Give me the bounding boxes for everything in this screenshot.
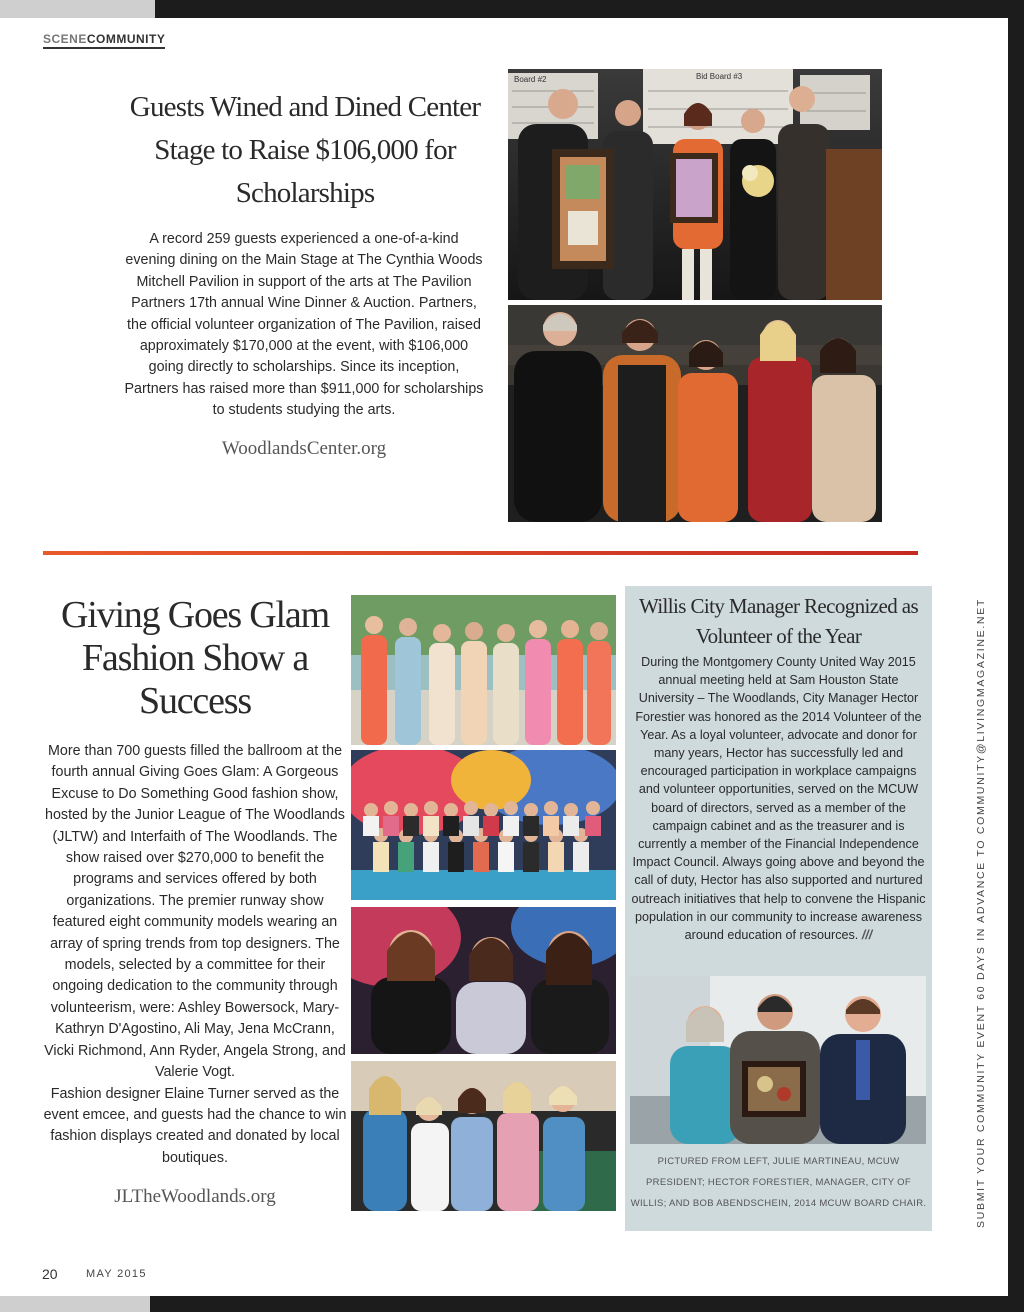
photo-group-butterfly	[351, 750, 616, 900]
magazine-page	[0, 18, 1008, 1296]
top-edge-dark	[155, 0, 1024, 18]
article1-link[interactable]: WoodlandsCenter.org	[221, 438, 387, 459]
issue-date: MAY 2015	[86, 1268, 147, 1280]
photo-award-presentation	[508, 69, 882, 300]
photo-five-models	[351, 1061, 616, 1211]
article1-title: Guests Wined and Dined Center Stage to Raise $106,000 for Scholarships	[129, 91, 481, 209]
article2-body: More than 700 guests filled the ballroom at the fourth annual Giving Goes Glam: A Gorgeous Excuse to Do Something Good fashion show, hosted by the Junior League of The Woodlands (JLTW) and Interfaith of The Woodlands. The show raised over $270,000 to benefit the programs and services offered by both organizations. The premier runway show featured eight community models wearing an array of spring trends from top designers. The models, selected by a committee for their ongoing dedication to the community through volunteerism, were: Ashley Bowersock, Mary-Kathryn D'Agostino, Ali May, Jena McCrann, Vicki Richmond, Ann Ryder, Angela Strong, and Valerie Vogt. Fashion designer Elaine Turner served as the event emcee, and guests had the chance to win fashion displays created and donated by local boutiques.	[43, 743, 347, 1166]
sidebar-title: Willis City Manager Recognized as Volunteer of the Year	[638, 594, 919, 648]
article2-link[interactable]: JLTheWoodlands.org	[114, 1186, 276, 1207]
article1-body: A record 259 guests experienced a one-of-a-kind evening dining on the Main Stage at The Cynthia Woods Mitchell Pavilion in support of the arts at The Pavilion Partners 17th annual Wine Dinner & Auction. Partners, the official volunteer organization of The Pavilion, raised approximately $170,000 at the event, with $106,000 going directly to scholarships. Since its inception, Partners has raised more than $911,000 for scholarships to students studying the arts.	[124, 231, 484, 419]
photo-five-women	[508, 305, 882, 522]
board-label-1: Board #2	[514, 75, 547, 84]
bottom-edge-gray	[0, 1296, 150, 1312]
submit-note: SUBMIT YOUR COMMUNITY EVENT 60 DAYS IN ADVANCE TO COMMUNITY@LIVINGMAGAZINE.NET	[975, 597, 987, 1228]
page-number: 20	[42, 1266, 58, 1282]
photo-models-outdoors	[351, 595, 616, 745]
article2-title: Giving Goes Glam Fashion Show a Success	[61, 594, 329, 722]
photo-caption: PICTURED FROM LEFT, JULIE MARTINEAU, MCUW PRESIDENT; HECTOR FORESTIER, MANAGER, CITY OF WILLIS; AND BOB ABENDSCHEIN, 2014 MCUW BOARD CHAIR.	[630, 1156, 927, 1209]
board-label-2: Bid Board #3	[696, 72, 743, 81]
photo-three-women	[351, 907, 616, 1054]
sidebar-body: During the Montgomery County United Way 2015 annual meeting held at Sam Houston State University – The Woodlands, City Manager Hector Forestier was honored as the 2014 Volunteer of the Year. As a loyal volunteer, advocate and donor for many years, Hector has successfully led and encouraged participation in workplace campaigns and volunteer opportunities, served on the MCUW board of directors, served as a member of the campaign cabinet and as the treasurer and is currently a member of the Financial Independence Impact Council. Always going above and beyond the call of duty, Hector has also supported and nurtured outreach initiatives that help to convene the Hispanic population in our community to increase awareness around education of resources. ///	[631, 655, 926, 943]
section-divider	[43, 551, 918, 555]
end-mark: ///	[861, 928, 873, 943]
photo-volunteer-award	[630, 976, 926, 1144]
section-tag: SCENECOMMUNITY	[43, 32, 165, 49]
top-edge-gray	[0, 0, 155, 18]
